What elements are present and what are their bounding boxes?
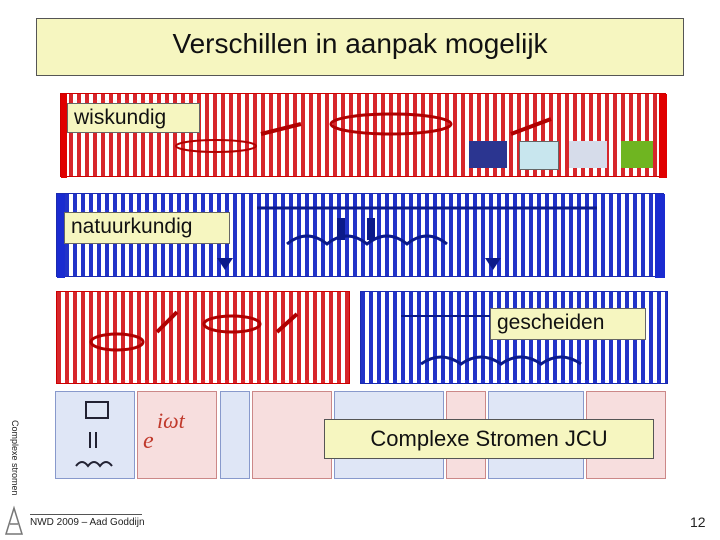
complex-stromen-box: Complexe Stromen JCU (324, 419, 654, 459)
label-natuurkundig: natuurkundig (64, 212, 230, 244)
footer-credit: NWD 2009 – Aad Goddijn (30, 517, 145, 528)
gescheiden-left-drawing (57, 292, 351, 385)
swatch-green (621, 141, 653, 168)
gescheiden-left-panel (56, 291, 350, 384)
circuit-panel-1 (55, 391, 135, 479)
slide-title: Verschillen in aanpak mogelijk (172, 28, 548, 59)
footer-divider (30, 514, 142, 515)
label-gescheiden: gescheiden (490, 308, 646, 340)
swatch-grey (569, 141, 607, 168)
swatch-lightblue (519, 141, 559, 170)
page-number: 12 (690, 514, 706, 530)
circuit-panel-3 (252, 391, 332, 479)
label-wiskundig: wiskundig (67, 103, 200, 133)
formula-base: e (143, 428, 154, 454)
circuit-panel-2 (220, 391, 250, 479)
logo-icon (2, 504, 26, 538)
circuit-symbols-icon (56, 392, 136, 480)
side-label: Complexe stromen (10, 420, 20, 496)
formula-exponent: iωt (157, 408, 185, 433)
swatch-navy (469, 141, 507, 168)
